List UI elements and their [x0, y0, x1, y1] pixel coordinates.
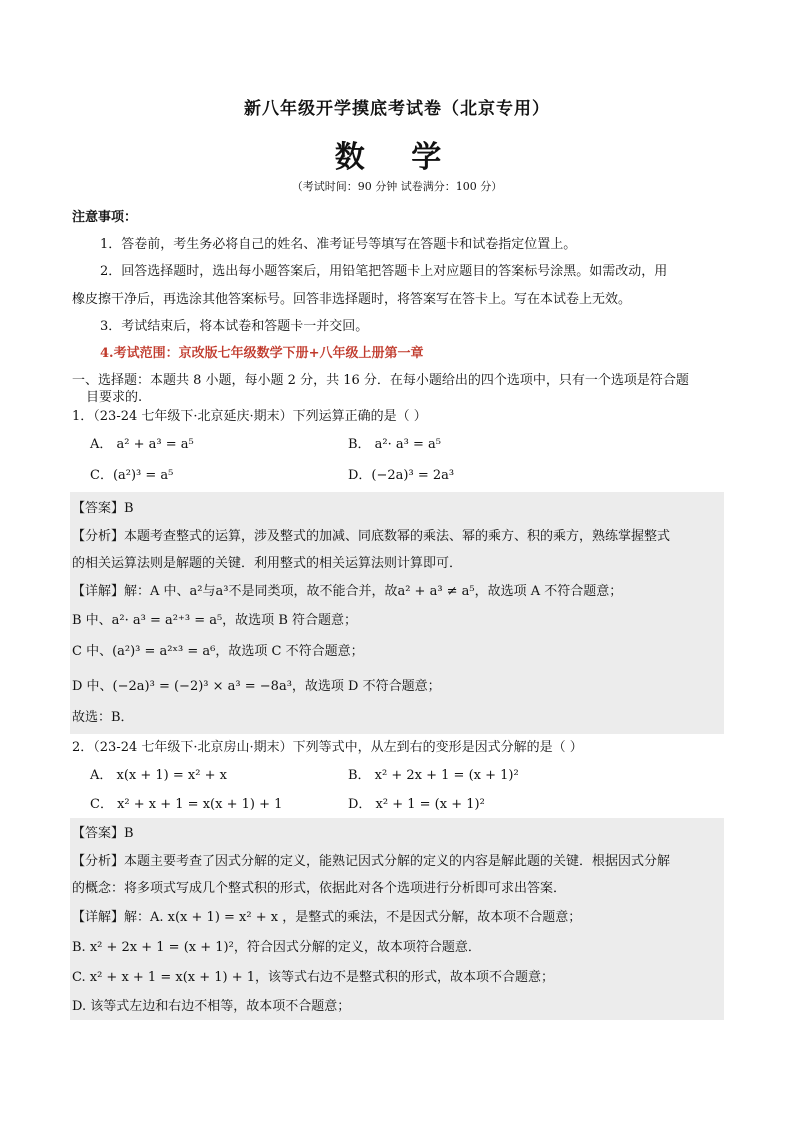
notice-item-1: 1．答卷前，考生务必将自己的姓名、准考证号等填写在答题卡和试卷指定位置上。 [100, 237, 577, 252]
q2-stem: 2．（23-24 七年级下·北京房山·期末）下列等式中，从左到右的变形是因式分解的是（ ） [72, 740, 583, 755]
q1-detail-2: B 中、a²· a³ = a²⁺³ = a⁵，故选项 B 符合题意； [72, 613, 358, 628]
q1-detail-3: C 中、(a²)³ = a²ˣ³ = a⁶，故选项 C 不符合题意； [72, 644, 364, 659]
notice-item-2b: 橡皮擦干净后，再选涂其他答案标号。回答非选择题时，将答案写在答卡上。写在本试卷上无效。 [72, 292, 632, 307]
q1-option-d: D．(−2a)³ = 2a³ [348, 468, 455, 483]
notice-heading: 注意事项： [72, 210, 138, 225]
q1-option-a: A． a² + a³ = a⁵ [90, 437, 194, 452]
q2-option-c: C． x² + x + 1 = x(x + 1) + 1 [90, 797, 283, 812]
q1-analysis-2: 的相关运算法则是解题的关键．利用整式的相关运算法则计算即可． [72, 556, 463, 571]
notice-item-2a: 2．回答选择题时，选出每小题答案后，用铅笔把答题卡上对应题目的答案标号涂黑。如需改动，用 [100, 264, 668, 279]
q2-option-a: A． x(x + 1) = x² + x [90, 768, 227, 783]
q2-analysis-1: 【分析】本题主要考查了因式分解的定义，能熟记因式分解的定义的内容是解此题的关键．根据因式分解 [72, 854, 671, 869]
q2-option-b: B． x² + 2x + 1 = (x + 1)² [348, 768, 519, 783]
section-heading-line2: 目要求的. [86, 390, 143, 405]
exam-title: 新八年级开学摸底考试卷（北京专用） [244, 99, 550, 119]
q2-detail-3: C. x² + x + 1 = x(x + 1) + 1，该等式右边不是整式积的形式，故本项不合题意； [72, 970, 555, 985]
q1-choice: 故选：B． [72, 710, 134, 725]
q1-answer: 【答案】B [72, 501, 134, 516]
notice-item-4: 4.考试范围：京改版七年级数学下册+八年级上册第一章 [100, 346, 424, 361]
notice-item-3: 3．考试结束后，将本试卷和答题卡一并交回。 [100, 319, 369, 334]
q1-option-c: C．(a²)³ = a⁵ [90, 468, 174, 483]
q2-option-d: D． x² + 1 = (x + 1)² [348, 797, 485, 812]
q1-detail-4: D 中、(−2a)³ = (−2)³ × a³ = −8a³，故选项 D 不符合题意； [72, 679, 441, 694]
q1-stem: 1．（23-24 七年级下·北京延庆·期末）下列运算正确的是（ ） [72, 409, 427, 424]
q2-analysis-2: 的概念：将多项式写成几个整式积的形式，依据此对各个选项进行分析即可求出答案． [72, 881, 567, 896]
q1-analysis-1: 【分析】本题考查整式的运算，涉及整式的加减、同底数幂的乘法、幂的乘方、积的乘方，熟练掌握整式 [72, 529, 671, 544]
q1-detail-1: 【详解】解：A 中、a²与a³不是同类项，故不能合并，故a² + a³ ≠ a⁵，故选项 A 不符合题意； [72, 584, 623, 599]
q2-detail-2: B. x² + 2x + 1 = (x + 1)²，符合因式分解的定义，故本项符合题意． [72, 940, 481, 955]
subject-title: 数 学 [334, 140, 460, 175]
section-heading-line1: 一、选择题：本题共 8 小题，每小题 2 分，共 16 分．在每小题给出的四个选项中，只有一个选项是符合题 [72, 373, 689, 388]
q2-detail-1: 【详解】解：A. x(x + 1) = x² + x ，是整式的乘法，不是因式分解，故本项不合题意； [72, 910, 582, 925]
q1-option-b: B． a²· a³ = a⁵ [348, 437, 441, 452]
exam-meta: （考试时间：90 分钟 试卷满分：100 分） [291, 180, 503, 193]
q2-detail-4: D. 该等式左边和右边不相等，故本项不合题意； [72, 999, 351, 1014]
q2-answer: 【答案】B [72, 826, 134, 841]
